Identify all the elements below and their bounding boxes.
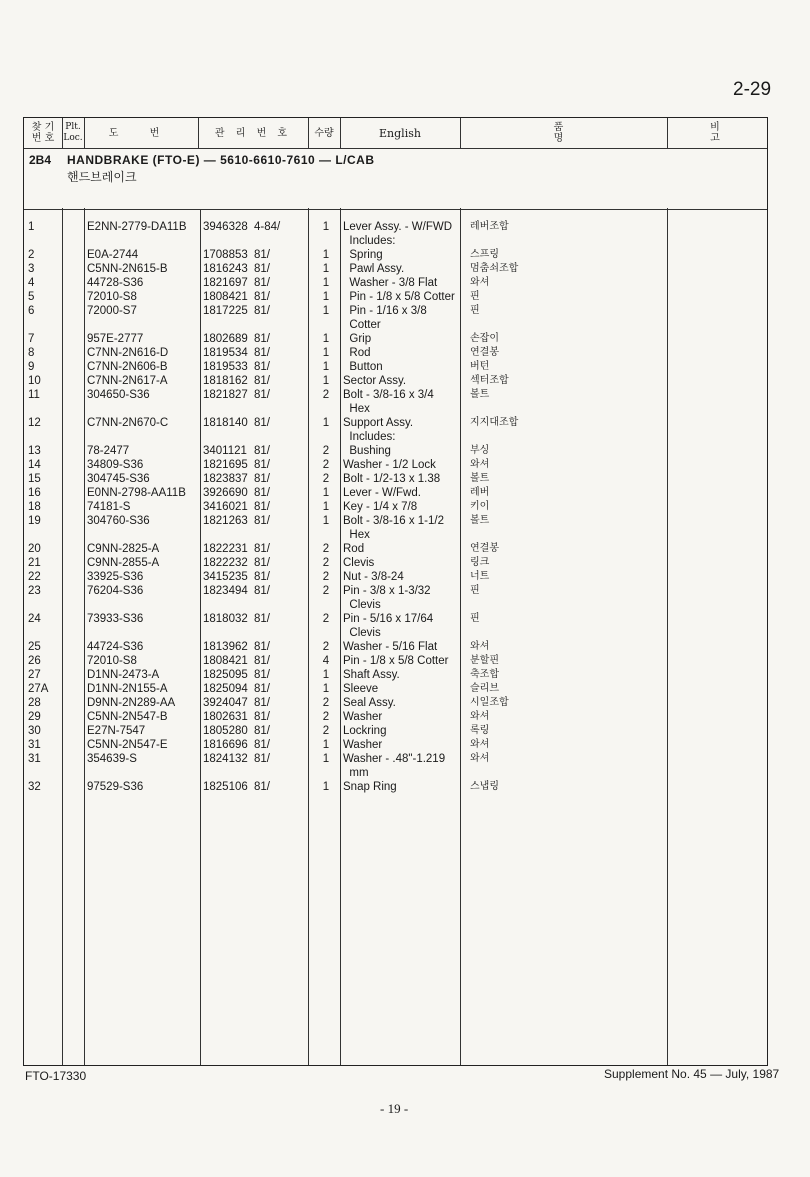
cell-part: 957E-2777 [87, 333, 144, 345]
cell-cat: 1821263 [203, 515, 248, 527]
cell-eng: Includes: [343, 431, 396, 443]
cell-code: 81/ [254, 347, 270, 359]
cell-cat: 1819533 [203, 361, 248, 373]
header-remarks: 비 고 [710, 122, 756, 144]
cell-ref: 27A [28, 683, 49, 695]
cell-eng: Rod [343, 543, 365, 555]
cell-ref: 26 [28, 655, 41, 667]
cell-eng: Washer [343, 739, 383, 751]
cell-kor: 볼트 [470, 473, 490, 484]
cell-code: 81/ [254, 669, 270, 681]
table-row [24, 346, 767, 360]
cell-qty: 1 [322, 753, 330, 765]
cell-kor: 레버조합 [470, 221, 509, 232]
cell-qty: 2 [322, 459, 330, 471]
cell-ref: 10 [28, 375, 41, 387]
cell-part: 72010-S8 [87, 655, 137, 667]
cell-qty: 4 [322, 655, 330, 667]
cell-part: 304760-S36 [87, 515, 150, 527]
cell-ref: 21 [28, 557, 41, 569]
cell-eng: Bushing [343, 445, 391, 457]
cell-ref: 5 [28, 291, 35, 303]
cell-part: D9NN-2N289-AA [87, 697, 176, 709]
cell-code: 81/ [254, 417, 270, 429]
cell-qty: 1 [322, 683, 330, 695]
table-body [24, 220, 767, 794]
table-row [24, 332, 767, 346]
cell-qty: 2 [322, 585, 330, 597]
table-row [24, 276, 767, 290]
cell-code: 81/ [254, 613, 270, 625]
cell-kor: 핀 [470, 585, 480, 596]
cell-ref: 9 [28, 361, 35, 373]
cell-kor: 스냅링 [470, 781, 499, 792]
cell-kor: 볼트 [470, 515, 490, 526]
cell-qty: 2 [322, 725, 330, 737]
table-row [24, 542, 767, 556]
cell-cat: 1824132 [203, 753, 248, 765]
cell-eng: Bolt - 3/8-16 x 1-1/2 [343, 515, 444, 527]
cell-code: 81/ [254, 655, 270, 667]
cell-eng: Button [343, 361, 383, 373]
cell-part: C5NN-2N547-E [87, 739, 168, 751]
cell-kor: 와셔 [470, 277, 490, 288]
section-rule [24, 209, 767, 210]
header-ref: 찾 기 번 호 [31, 122, 55, 144]
cell-eng: Washer - .48"-1.219 [343, 753, 446, 765]
cell-eng: Nut - 3/8-24 [343, 571, 404, 583]
cell-kor: 축조합 [470, 669, 499, 680]
cell-code: 4-84/ [254, 221, 281, 233]
cell-kor: 볼트 [470, 389, 490, 400]
cell-part: C9NN-2825-A [87, 543, 160, 555]
cell-ref: 11 [28, 389, 40, 401]
cell-qty: 2 [322, 445, 330, 457]
cell-qty: 2 [322, 557, 330, 569]
cell-qty: 2 [322, 571, 330, 583]
cell-part: 72010-S8 [87, 291, 137, 303]
cell-cat: 3415235 [203, 571, 248, 583]
cell-eng: Includes: [343, 235, 396, 247]
cell-part: C7NN-2N670-C [87, 417, 169, 429]
cell-part: 34809-S36 [87, 459, 144, 471]
table-row [24, 780, 767, 794]
cell-eng: Support Assy. [343, 417, 414, 429]
cell-eng: Bolt - 1/2-13 x 1.38 [343, 473, 441, 485]
table-row [24, 710, 767, 724]
cell-qty: 2 [322, 543, 330, 555]
cell-eng: Snap Ring [343, 781, 397, 793]
cell-kor: 와셔 [470, 459, 490, 470]
cell-eng: Cotter [343, 319, 381, 331]
header-english: English [379, 126, 421, 140]
cell-kor: 록링 [470, 725, 490, 736]
cell-part: 74181-S [87, 501, 131, 513]
table-row [24, 430, 767, 444]
cell-part: 44724-S36 [87, 641, 144, 653]
cell-eng: Rod [343, 347, 371, 359]
cell-ref: 4 [28, 277, 35, 289]
cell-code: 81/ [254, 515, 270, 527]
cell-cat: 3401121 [203, 445, 247, 457]
table-row [24, 528, 767, 542]
cell-cat: 1822232 [203, 557, 248, 569]
table-row [24, 612, 767, 626]
cell-ref: 28 [28, 697, 41, 709]
table-row [24, 472, 767, 486]
cell-qty: 1 [322, 221, 330, 233]
cell-ref: 6 [28, 305, 35, 317]
cell-part: 304745-S36 [87, 473, 150, 485]
cell-eng: Seal Assy. [343, 697, 396, 709]
cell-kor: 슬리브 [470, 683, 499, 694]
cell-ref: 2 [28, 249, 35, 261]
cell-kor: 와셔 [470, 641, 490, 652]
cell-qty: 2 [322, 711, 330, 723]
cell-ref: 22 [28, 571, 41, 583]
cell-eng: Bolt - 3/8-16 x 3/4 [343, 389, 434, 401]
cell-kor: 시일조합 [470, 697, 509, 708]
table-row [24, 696, 767, 710]
table-row [24, 584, 767, 598]
cell-eng: Lever - W/Fwd. [343, 487, 421, 499]
table-row [24, 220, 767, 234]
cell-ref: 18 [28, 501, 41, 513]
cell-qty: 1 [322, 375, 330, 387]
cell-cat: 1816696 [203, 739, 248, 751]
table-row [24, 626, 767, 640]
cell-code: 81/ [254, 277, 270, 289]
footer-doc-code: FTO-17330 [25, 1069, 87, 1083]
cell-code: 81/ [254, 725, 270, 737]
table-row [24, 668, 767, 682]
cell-cat: 1823494 [203, 585, 248, 597]
cell-code: 81/ [254, 711, 270, 723]
cell-code: 81/ [254, 557, 270, 569]
cell-code: 81/ [254, 697, 270, 709]
cell-qty: 1 [322, 515, 330, 527]
cell-kor: 와셔 [470, 711, 490, 722]
cell-cat: 1825095 [203, 669, 248, 681]
cell-cat: 1805280 [203, 725, 248, 737]
cell-eng: Hex [343, 403, 370, 415]
table-row [24, 262, 767, 276]
section-subtitle: 핸드브레이크 [67, 170, 137, 184]
cell-eng: Lever Assy. - W/FWD [343, 221, 453, 233]
table-row [24, 402, 767, 416]
cell-cat: 1816243 [203, 263, 248, 275]
cell-part: 97529-S36 [87, 781, 144, 793]
cell-ref: 29 [28, 711, 41, 723]
header-loc: Plt. Loc. [63, 122, 83, 143]
cell-part: 78-2477 [87, 445, 130, 457]
cell-cat: 1817225 [203, 305, 248, 317]
cell-eng: Sleeve [343, 683, 379, 695]
cell-kor: 와셔 [470, 739, 490, 750]
cell-code: 81/ [254, 585, 270, 597]
cell-ref: 27 [28, 669, 41, 681]
table-row [24, 234, 767, 248]
cell-kor: 핀 [470, 305, 480, 316]
cell-part: C7NN-2N616-D [87, 347, 169, 359]
footer-supplement: Supplement No. 45 — July, 1987 [604, 1067, 780, 1081]
cell-kor: 와셔 [470, 753, 490, 764]
cell-code: 81/ [254, 571, 270, 583]
cell-code: 81/ [254, 683, 270, 695]
table-row [24, 570, 767, 584]
cell-kor: 연결봉 [470, 543, 499, 554]
cell-ref: 14 [28, 459, 41, 471]
cell-kor: 부싱 [470, 445, 490, 456]
cell-part: 304650-S36 [87, 389, 150, 401]
cell-ref: 12 [28, 417, 41, 429]
cell-cat: 3416021 [203, 501, 248, 513]
cell-cat: 3946328 [203, 221, 248, 233]
cell-eng: Pin - 1/8 x 5/8 Cotter [343, 655, 449, 667]
cell-ref: 19 [28, 515, 41, 527]
cell-qty: 1 [322, 291, 330, 303]
cell-cat: 3926690 [203, 487, 248, 499]
cell-code: 81/ [254, 263, 270, 275]
table-row [24, 724, 767, 738]
table-row [24, 766, 767, 780]
cell-eng: Sector Assy. [343, 375, 407, 387]
cell-cat: 1821697 [203, 277, 248, 289]
table-row [24, 598, 767, 612]
cell-eng: Washer [343, 711, 383, 723]
cell-qty: 1 [322, 263, 330, 275]
cell-eng: Shaft Assy. [343, 669, 400, 681]
table-row [24, 514, 767, 528]
cell-eng: Pin - 1/16 x 3/8 [343, 305, 427, 317]
cell-part: C5NN-2N547-B [87, 711, 168, 723]
cell-code: 81/ [254, 543, 270, 555]
cell-qty: 1 [322, 501, 330, 513]
cell-ref: 24 [28, 613, 41, 625]
header-code: 관 리 번 호 [214, 127, 292, 139]
cell-cat: 1821695 [203, 459, 248, 471]
cell-ref: 30 [28, 725, 41, 737]
cell-kor: 연결봉 [470, 347, 499, 358]
cell-qty: 2 [322, 473, 330, 485]
cell-cat: 1818140 [203, 417, 248, 429]
cell-cat: 1708853 [203, 249, 248, 261]
cell-qty: 1 [322, 781, 330, 793]
cell-code: 81/ [254, 459, 270, 471]
cell-ref: 8 [28, 347, 35, 359]
cell-kor: 너트 [470, 571, 490, 582]
cell-ref: 31 [28, 739, 41, 751]
cell-qty: 1 [322, 487, 330, 499]
header-part-number: 도 번 [108, 127, 174, 139]
cell-kor: 지지대조합 [470, 417, 519, 428]
footer-page: - 19 - [380, 1101, 409, 1116]
cell-code: 81/ [254, 361, 270, 373]
table-row [24, 556, 767, 570]
cell-kor: 핀 [470, 291, 480, 302]
cell-kor: 키이 [470, 501, 490, 512]
cell-qty: 1 [322, 347, 330, 359]
cell-kor: 섹터조합 [470, 375, 509, 386]
cell-code: 81/ [254, 781, 270, 793]
cell-cat: 1808421 [203, 655, 248, 667]
cell-eng: Pin - 1/8 x 5/8 Cotter [343, 291, 455, 303]
cell-ref: 25 [28, 641, 41, 653]
cell-code: 81/ [254, 487, 270, 499]
cell-kor: 분할핀 [470, 655, 499, 666]
cell-part: E27N-7547 [87, 725, 146, 737]
table-row [24, 654, 767, 668]
cell-part: 44728-S36 [87, 277, 144, 289]
cell-qty: 1 [322, 249, 330, 261]
cell-ref: 13 [28, 445, 41, 457]
cell-eng: Pawl Assy. [343, 263, 405, 275]
cell-code: 81/ [254, 291, 270, 303]
cell-ref: 15 [28, 473, 41, 485]
cell-eng: Hex [343, 529, 370, 541]
table-row [24, 304, 767, 318]
cell-kor: 링크 [470, 557, 490, 568]
cell-eng: Clevis [343, 557, 375, 569]
page-number: 2-29 [733, 79, 772, 100]
cell-part: 73933-S36 [87, 613, 144, 625]
cell-eng: Pin - 3/8 x 1-3/32 [343, 585, 431, 597]
cell-eng: Lockring [343, 725, 387, 737]
cell-ref: 7 [28, 333, 35, 345]
cell-qty: 1 [322, 333, 330, 345]
table-row [24, 752, 767, 766]
cell-kor: 손잡이 [470, 333, 499, 344]
cell-cat: 1802631 [203, 711, 248, 723]
cell-cat: 1825094 [203, 683, 248, 695]
cell-qty: 2 [322, 697, 330, 709]
cell-part: E0NN-2798-AA11B [87, 487, 186, 499]
table-row [24, 682, 767, 696]
cell-ref: 16 [28, 487, 41, 499]
cell-cat: 1818032 [203, 613, 248, 625]
cell-qty: 2 [322, 389, 330, 401]
cell-code: 81/ [254, 501, 270, 513]
cell-qty: 1 [322, 739, 330, 751]
cell-ref: 20 [28, 543, 41, 555]
cell-cat: 1819534 [203, 347, 248, 359]
section-title: HANDBRAKE (FTO-E) — 5610-6610-7610 — L/CAB [67, 153, 375, 167]
cell-eng: mm [343, 767, 369, 779]
cell-kor: 멈춤쇠조합 [470, 263, 519, 274]
cell-cat: 1821827 [203, 389, 248, 401]
table-row [24, 416, 767, 430]
table-row [24, 500, 767, 514]
cell-kor: 버턴 [470, 361, 490, 372]
cell-ref: 1 [28, 221, 35, 233]
table-row [24, 248, 767, 262]
parts-table [23, 117, 768, 1066]
cell-code: 81/ [254, 753, 270, 765]
cell-eng: Washer - 3/8 Flat [343, 277, 438, 289]
cell-code: 81/ [254, 739, 270, 751]
cell-eng: Clevis [343, 627, 381, 639]
table-row [24, 388, 767, 402]
cell-ref: 32 [28, 781, 41, 793]
section-code: 2B4 [29, 153, 52, 167]
table-row [24, 444, 767, 458]
cell-part: D1NN-2473-A [87, 669, 160, 681]
cell-cat: 3924047 [203, 697, 248, 709]
header-korean: 품 명 [553, 122, 634, 144]
cell-part: C9NN-2855-A [87, 557, 160, 569]
cell-eng: Pin - 5/16 x 17/64 [343, 613, 434, 625]
cell-part: C7NN-2N617-A [87, 375, 168, 387]
cell-qty: 2 [322, 641, 330, 653]
cell-kor: 핀 [470, 613, 480, 624]
cell-cat: 1825106 [203, 781, 248, 793]
cell-qty: 1 [322, 361, 330, 373]
cell-qty: 1 [322, 277, 330, 289]
cell-part: D1NN-2N155-A [87, 683, 168, 695]
cell-qty: 1 [322, 417, 330, 429]
table-row [24, 374, 767, 388]
cell-code: 81/ [254, 333, 270, 345]
table-row [24, 318, 767, 332]
cell-code: 81/ [254, 473, 270, 485]
cell-qty: 1 [322, 305, 330, 317]
table-row [24, 640, 767, 654]
cell-cat: 1808421 [203, 291, 248, 303]
cell-code: 81/ [254, 641, 270, 653]
cell-cat: 1802689 [203, 333, 248, 345]
cell-part: 33925-S36 [87, 571, 144, 583]
cell-cat: 1818162 [203, 375, 248, 387]
cell-part: 76204-S36 [87, 585, 144, 597]
cell-part: 354639-S [87, 753, 137, 765]
cell-eng: Spring [343, 249, 383, 261]
cell-eng: Clevis [343, 599, 381, 611]
cell-eng: Washer - 5/16 Flat [343, 641, 438, 653]
table-row [24, 290, 767, 304]
cell-cat: 1823837 [203, 473, 248, 485]
cell-kor: 레버 [470, 487, 490, 498]
header-qty: 수량 [314, 127, 334, 139]
cell-code: 81/ [254, 389, 270, 401]
cell-code: 81/ [254, 249, 270, 261]
cell-part: E2NN-2779-DA11B [87, 221, 187, 233]
cell-eng: Washer - 1/2 Lock [343, 459, 436, 471]
cell-cat: 1813962 [203, 641, 248, 653]
table-row [24, 738, 767, 752]
table-row [24, 360, 767, 374]
cell-code: 81/ [254, 445, 270, 457]
cell-qty: 1 [322, 669, 330, 681]
cell-part: E0A-2744 [87, 249, 139, 261]
cell-eng: Key - 1/4 x 7/8 [343, 501, 418, 513]
table-row [24, 486, 767, 500]
cell-ref: 31 [28, 753, 41, 765]
cell-code: 81/ [254, 305, 270, 317]
cell-qty: 2 [322, 613, 330, 625]
cell-code: 81/ [254, 375, 270, 387]
cell-eng: Grip [343, 333, 372, 345]
cell-part: 72000-S7 [87, 305, 137, 317]
cell-ref: 3 [28, 263, 35, 275]
table-row [24, 458, 767, 472]
cell-ref: 23 [28, 585, 41, 597]
cell-part: C5NN-2N615-B [87, 263, 168, 275]
cell-part: C7NN-2N606-B [87, 361, 168, 373]
cell-cat: 1822231 [203, 543, 248, 555]
cell-kor: 스프링 [470, 249, 499, 260]
